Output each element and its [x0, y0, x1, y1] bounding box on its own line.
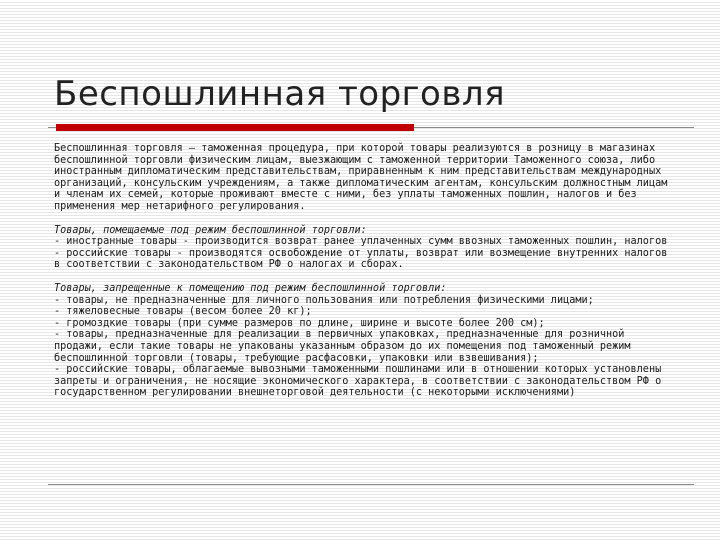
prohibited-goods-item: - товары, не предназначенные для личного пользования или потребления физическими лицами;	[54, 294, 594, 306]
prohibited-goods-item: - товары, предназначенные для реализации в первичных упаковках, предназначенные для розничной продажи, если такие товары не упакованы указанным образом до их помещения под таможенный режим беспошлинной торговли (товары, требующие расфасовки, упаковки или взвешивания);	[54, 329, 631, 364]
placed-goods-item: - российские товары - производятся освобождение от уплаты, возврат или возмещение внутренних налогов в соответствии с законодательством РФ о налогах и сборах.	[54, 247, 668, 271]
prohibited-goods-section	[54, 283, 672, 399]
prohibited-goods-item: - громоздкие товары (при сумме размеров по длине, ширине и высоте более 200 см);	[54, 317, 545, 329]
definition-paragraph: Беспошлинная торговля – таможенная процедура, при которой товары реализуются в розницу в магазинах беспошлинной торговли физическим лицам, выезжающим с таможенной территории Таможенного союза, либо иностранным дипломатическим представительствам, приравненным к ним представительствам международных организаций, консульским учреждениям, а также дипломатическим агентам, консульским должностным лицам и членам их семей, которые проживают вместе с ними, без уплаты таможенных пошлин, налогов и без применения мер нетарифного регулирования.	[54, 143, 668, 212]
placed-goods-section	[54, 225, 672, 271]
slide-title: Беспошлинная торговля	[54, 74, 506, 114]
bottom-divider	[48, 484, 694, 485]
placed-goods-item: - иностранные товары - производится возврат ранее уплаченных сумм ввозных таможенных пошлин, налогов	[54, 236, 668, 248]
placed-goods-heading: Товары, помещаемые под режим беспошлинной торговли:	[54, 224, 367, 236]
slide-body	[54, 143, 672, 411]
prohibited-goods-heading: Товары, запрещенные к помещению под режим беспошлинной торговли:	[54, 282, 447, 294]
prohibited-goods-item: - тяжеловесные товары (весом более 20 кг);	[54, 306, 312, 318]
title-accent-bar	[56, 124, 414, 131]
prohibited-goods-item: - российские товары, облагаемые вывозными таможенными пошлинами или в отношении которых установлены запреты и ограничения, не носящие экономического характера, в соответствии с законодательством РФ о государственном регулировании внешнеторговой деятельности (с некоторыми исключениями)	[54, 364, 662, 399]
